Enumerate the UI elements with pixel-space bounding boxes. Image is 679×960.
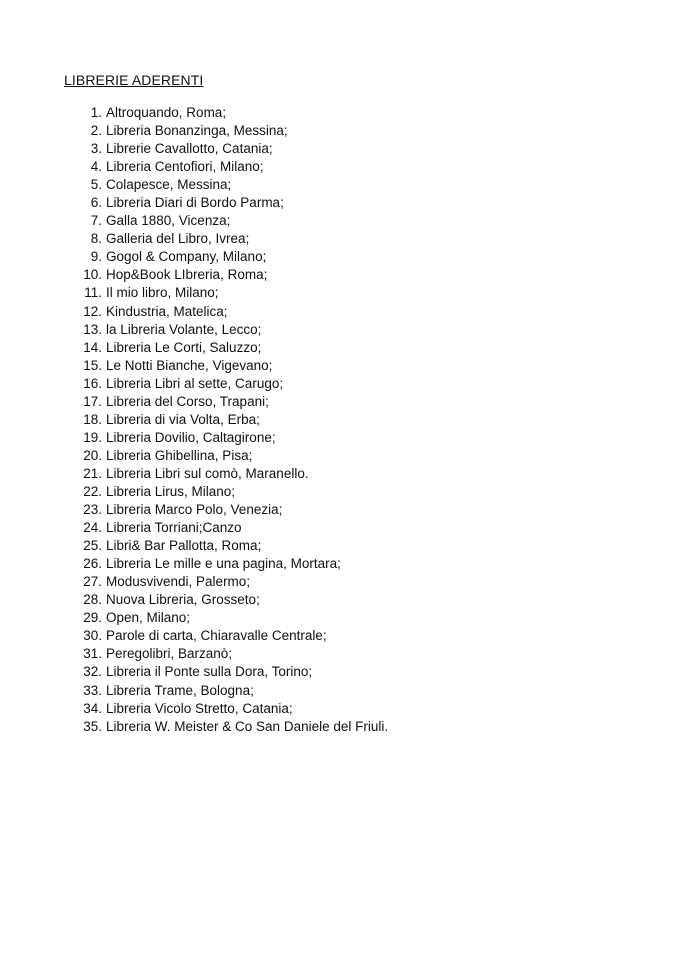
list-item-number: 26.	[83, 556, 102, 572]
list-item-number: 28.	[83, 592, 102, 608]
list-item-number: 17.	[83, 393, 102, 409]
list-item-text: Libreria Marco Polo, Venezia;	[106, 502, 283, 518]
list-item-text: Kindustria, Matelica;	[106, 303, 228, 319]
list-item-text: Libreria il Ponte sulla Dora, Torino;	[106, 664, 313, 680]
list-item-text: Librerie Cavallotto, Catania;	[106, 141, 273, 157]
list-item-text: Galla 1880, Vicenza;	[106, 213, 231, 229]
list-item-text: la Libreria Volante, Lecco;	[106, 321, 262, 337]
list-item-text: Parole di carta, Chiaravalle Centrale;	[106, 628, 327, 644]
list-item-number: 21.	[83, 465, 102, 481]
list-item-number: 33.	[83, 682, 102, 698]
list-item-text: Galleria del Libro, Ivrea;	[106, 231, 250, 247]
list-item-number: 6.	[90, 195, 102, 211]
list-item-text: Libreria Ghibellina, Pisa;	[106, 447, 253, 463]
list-item-number: 7.	[90, 213, 102, 229]
list-item-number: 29.	[83, 610, 102, 626]
list-item-number: 34.	[83, 700, 102, 716]
list-item-text: Libreria Libri sul comò, Maranello.	[106, 465, 309, 481]
list-item-text: Libreria Diari di Bordo Parma;	[106, 195, 284, 211]
list-item-number: 30.	[83, 628, 102, 644]
list-item-text: Libri& Bar Pallotta, Roma;	[106, 538, 262, 554]
list-item-text: Libreria Torriani;Canzo	[106, 520, 242, 536]
list-item-number: 12.	[83, 303, 102, 319]
list-item-text: Altroquando, Roma;	[106, 105, 227, 120]
list-item-text: Libreria Libri al sette, Carugo;	[106, 375, 284, 391]
list-item-number: 1.	[90, 105, 102, 120]
list-item-text: Nuova Libreria, Grosseto;	[106, 592, 260, 608]
list-item-number: 23.	[83, 502, 102, 518]
list-item-text: Libreria Bonanzinga, Messina;	[106, 123, 288, 139]
document-title: LIBRERIE ADERENTI	[64, 72, 204, 88]
list-item-text: Libreria Dovilio, Caltagirone;	[106, 429, 276, 445]
list-item-number: 9.	[90, 249, 102, 265]
list-item-number: 14.	[83, 339, 102, 355]
list-item-text: Il mio libro, Milano;	[106, 285, 219, 301]
list-item-number: 4.	[90, 159, 102, 175]
list-item-number: 19.	[83, 429, 102, 445]
list-item-number: 18.	[83, 411, 102, 427]
list-item-text: Libreria di via Volta, Erba;	[106, 411, 260, 427]
list-item-number: 13.	[83, 321, 102, 337]
list-item-text: Gogol & Company, Milano;	[106, 249, 267, 265]
list-item-text: Libreria Centofiori, Milano;	[106, 159, 264, 175]
list-item-text: Libreria Trame, Bologna;	[106, 682, 254, 698]
list-item-number: 32.	[83, 664, 102, 680]
list-item-text: Le Notti Bianche, Vigevano;	[106, 357, 273, 373]
list-item-text: Libreria Vicolo Stretto, Catania;	[106, 700, 293, 716]
list-item-number: 27.	[83, 574, 102, 590]
list-item-number: 35.	[83, 718, 102, 734]
list-item-number: 11.	[84, 285, 102, 301]
list-item-number: 5.	[90, 177, 102, 193]
list-item-number: 3.	[90, 141, 102, 157]
list-item-text: Hop&Book LIbreria, Roma;	[106, 267, 268, 283]
list-item-number: 10.	[83, 267, 102, 283]
list-item-number: 2.	[90, 123, 102, 139]
list-item-text: Modusvivendi, Palermo;	[106, 574, 251, 590]
list-item-text: Libreria W. Meister & Co San Daniele del Friuli.	[106, 718, 389, 734]
list-item-text: Libreria Le mille e una pagina, Mortara;	[106, 556, 341, 572]
list-item-text: Libreria del Corso, Trapani;	[106, 393, 269, 409]
list-item-number: 24.	[83, 520, 102, 536]
list-item-text: Libreria Lirus, Milano;	[106, 483, 236, 499]
list-item-number: 15.	[83, 357, 102, 373]
list-item-number: 25.	[83, 538, 102, 554]
list-item-number: 8.	[90, 231, 102, 247]
list-item-number: 20.	[83, 447, 102, 463]
list-item-number: 31.	[83, 646, 102, 662]
list-item-number: 22.	[83, 483, 102, 499]
list-item-text: Peregolibri, Barzanò;	[106, 646, 233, 662]
list-item-text: Libreria Le Corti, Saluzzo;	[106, 339, 262, 355]
list-item-number: 16.	[83, 375, 102, 391]
list-item-text: Open, Milano;	[106, 610, 191, 626]
list-item-text: Colapesce, Messina;	[106, 177, 232, 193]
